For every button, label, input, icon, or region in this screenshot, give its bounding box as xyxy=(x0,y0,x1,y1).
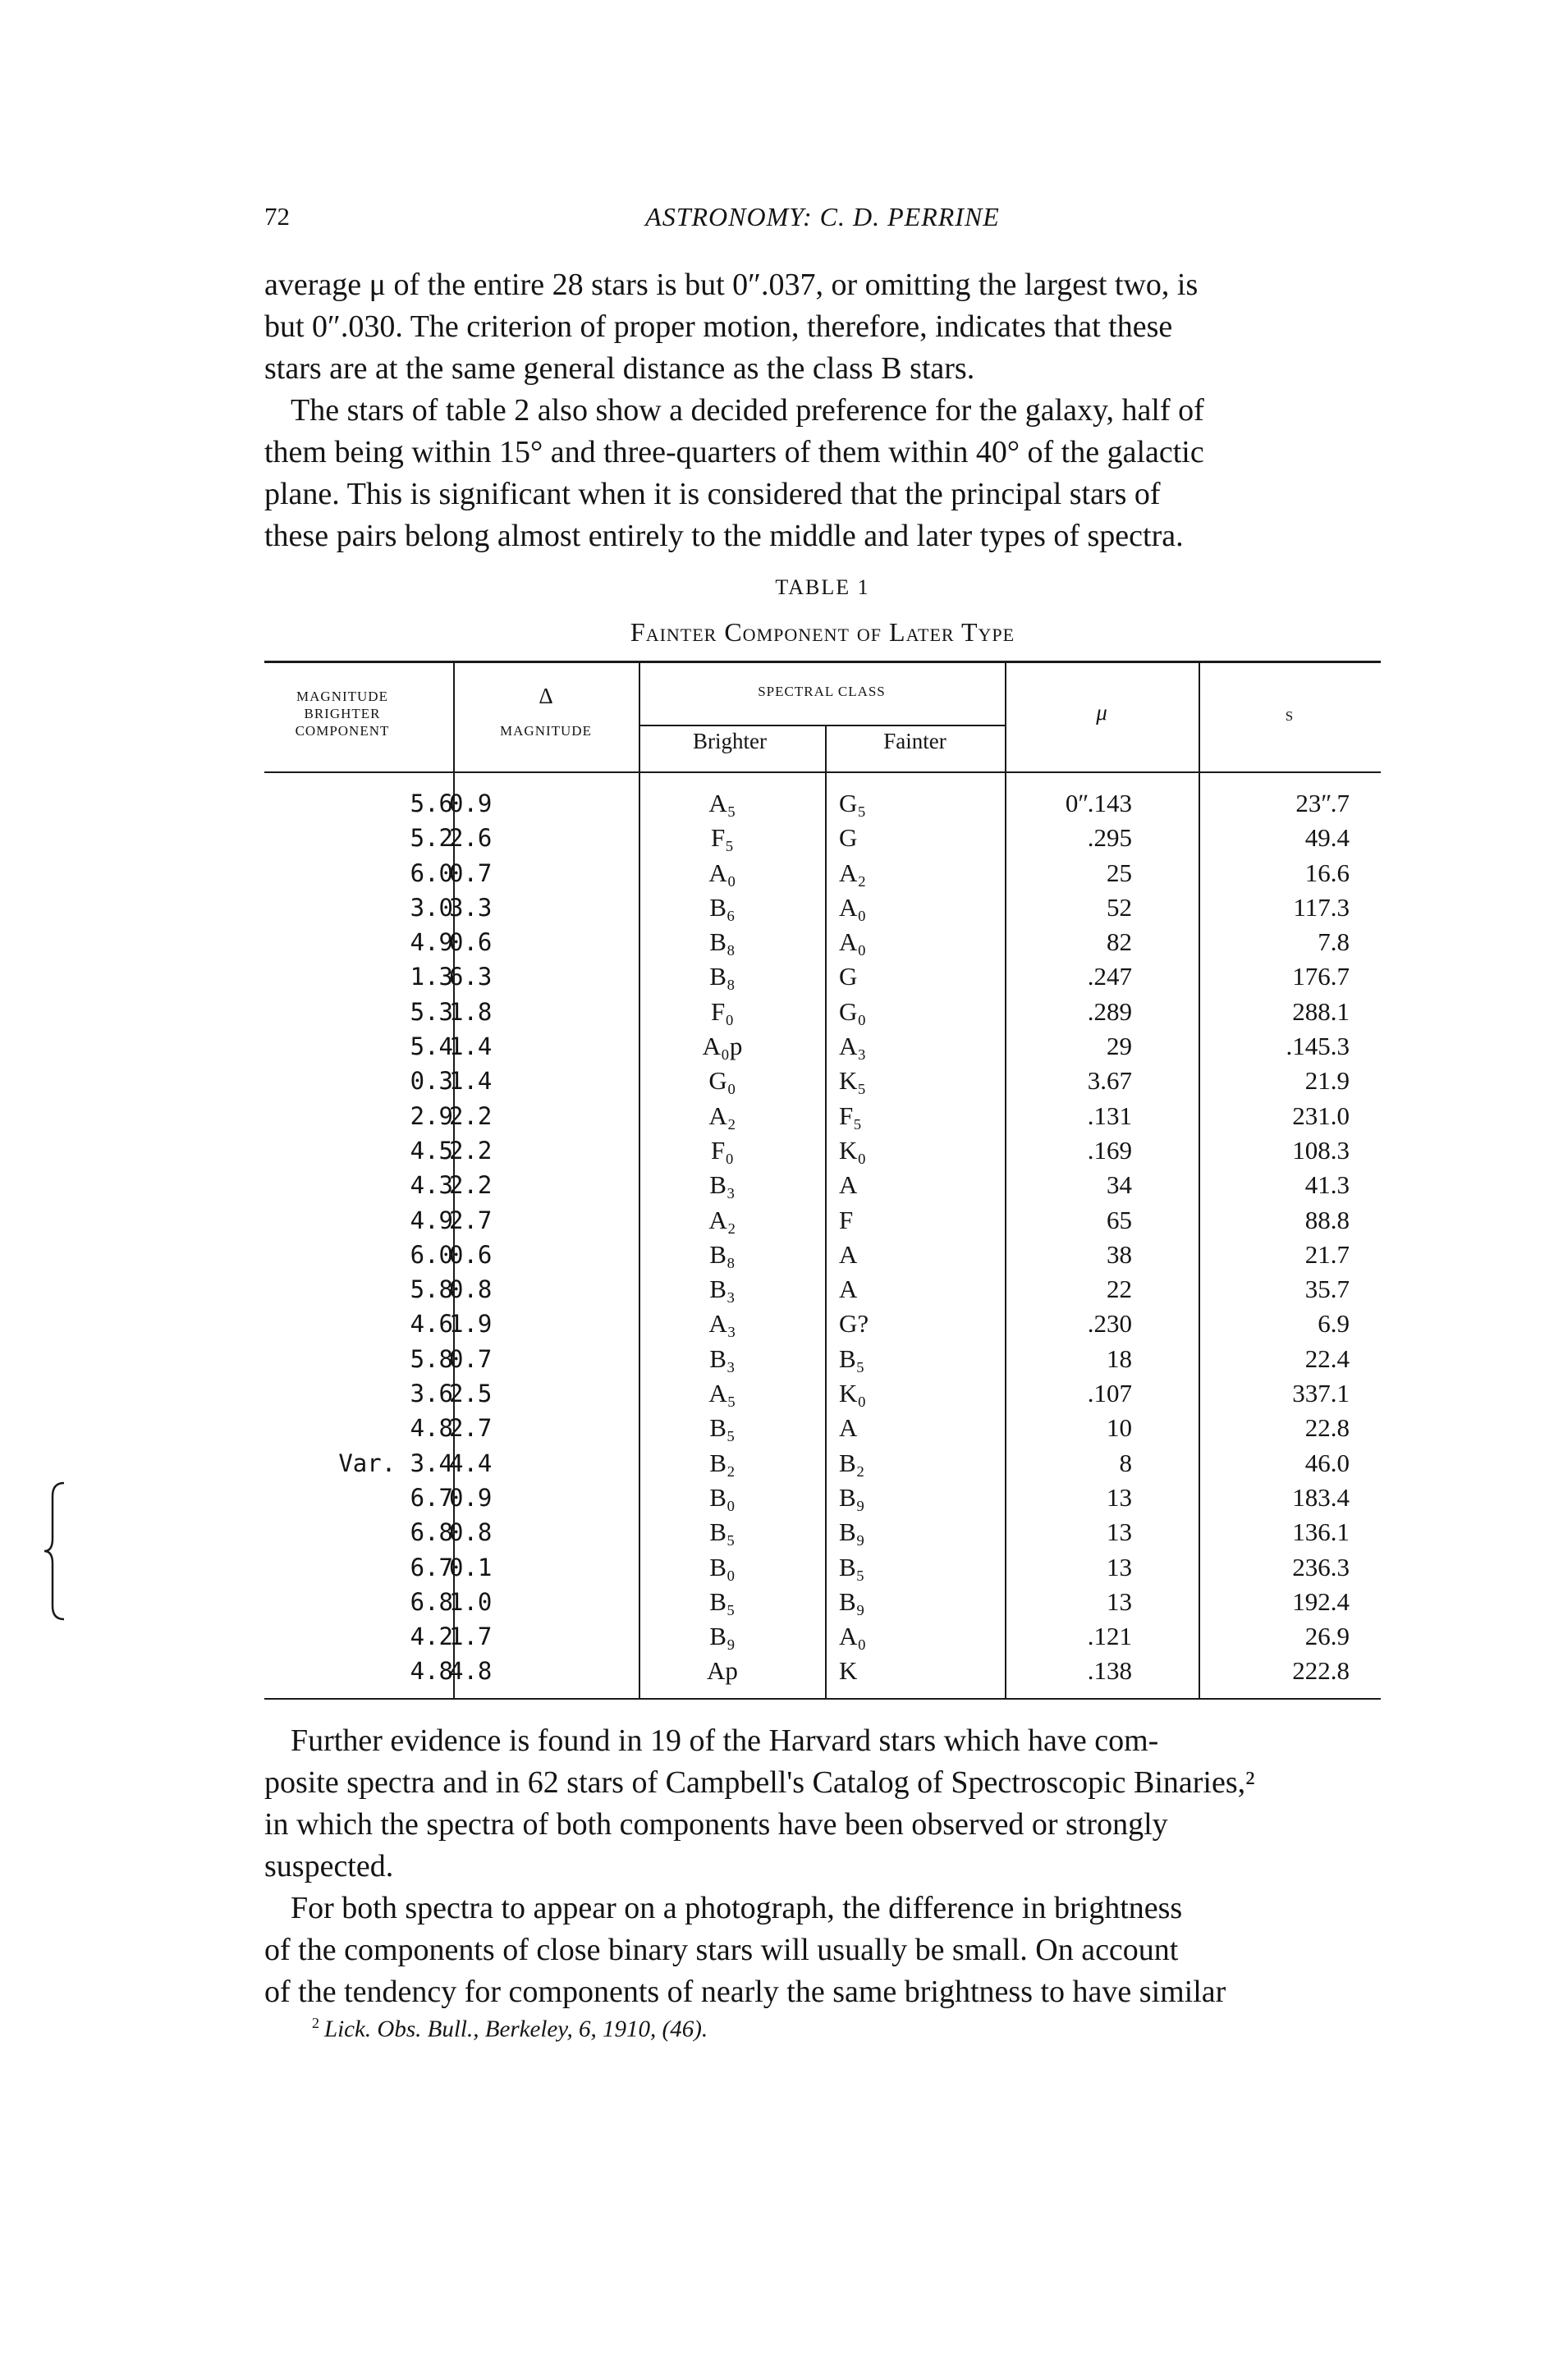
cell-magnitude: 6.0 xyxy=(410,1240,453,1269)
grouping-brace-icon xyxy=(43,1481,67,1621)
table-row xyxy=(264,890,1381,925)
header-brighter: Brighter xyxy=(693,729,767,753)
table-row xyxy=(264,1585,1381,1619)
cell-delta-magnitude: 0.7 xyxy=(449,858,493,887)
cell-s: 16.6 xyxy=(1304,858,1350,887)
cell-mu: 8 xyxy=(1119,1448,1132,1477)
cell-fainter: B₉ xyxy=(839,1586,865,1616)
header-s: S xyxy=(1285,708,1295,724)
cell-s: 176.7 xyxy=(1292,962,1350,991)
cell-magnitude: 5.3 xyxy=(410,997,453,1026)
cell-fainter: B₉ xyxy=(839,1517,865,1547)
cell-brighter: B₈ xyxy=(709,962,736,991)
cell-mu: .131 xyxy=(1087,1101,1132,1130)
cell-brighter: A₅ xyxy=(708,1379,736,1408)
cell-magnitude: 4.2 xyxy=(410,1623,453,1651)
cell-fainter: A xyxy=(839,1275,858,1304)
cell-fainter: A xyxy=(839,1413,858,1443)
table-row xyxy=(264,1203,1381,1238)
table-body xyxy=(264,786,1381,1689)
table-row xyxy=(264,995,1381,1029)
cell-s: 108.3 xyxy=(1292,1135,1350,1165)
cell-magnitude: 5.8 xyxy=(410,1344,453,1373)
table-title: Fainter Component of Later Type xyxy=(630,617,1015,647)
cell-mu: .289 xyxy=(1087,996,1132,1026)
cell-mu: .107 xyxy=(1087,1379,1132,1408)
cell-s: 26.9 xyxy=(1304,1622,1350,1651)
cell-delta-magnitude: 6.3 xyxy=(449,963,493,991)
cell-fainter: K₀ xyxy=(839,1135,867,1165)
cell-fainter: B₅ xyxy=(839,1552,865,1581)
cell-delta-magnitude: 2.7 xyxy=(449,1414,493,1443)
cell-mu: .138 xyxy=(1087,1656,1132,1686)
table-row xyxy=(264,786,1381,821)
cell-delta-magnitude: 0.9 xyxy=(449,1483,493,1512)
cell-brighter: B₅ xyxy=(709,1413,736,1443)
cell-s: 192.4 xyxy=(1292,1586,1350,1616)
cell-brighter: B₃ xyxy=(709,1170,736,1200)
table-row xyxy=(264,1168,1381,1202)
cell-delta-magnitude: 0.8 xyxy=(449,1275,493,1304)
cell-magnitude: 5.6 xyxy=(410,790,453,817)
table-row xyxy=(264,856,1381,890)
paragraph-line: For both spectra to appear on a photograph, the difference in brightness xyxy=(291,1891,1183,1925)
cell-s: 49.4 xyxy=(1304,823,1350,853)
paragraph-line: The stars of table 2 also show a decided preference for the galaxy, half of xyxy=(291,393,1204,428)
cell-mu: .121 xyxy=(1087,1622,1132,1651)
cell-magnitude: Var. 3.4 xyxy=(338,1449,453,1477)
header-text: MAGNITUDE xyxy=(296,689,388,704)
cell-delta-magnitude: 4.4 xyxy=(449,1449,493,1477)
cell-magnitude: 6.7 xyxy=(410,1553,453,1581)
table-row xyxy=(264,959,1381,994)
table-row xyxy=(264,1550,1381,1585)
cell-delta-magnitude: 1.9 xyxy=(449,1310,493,1339)
cell-fainter: G₀ xyxy=(839,996,867,1026)
table-row xyxy=(264,1515,1381,1549)
cell-magnitude: 3.0 xyxy=(410,893,453,922)
cell-fainter: K xyxy=(839,1656,858,1686)
paragraph-line: in which the spectra of both components have been observed or strongly xyxy=(264,1807,1168,1842)
cell-mu: 13 xyxy=(1107,1482,1132,1512)
cell-brighter: A₀ xyxy=(708,858,736,887)
cell-magnitude: 4.6 xyxy=(410,1310,453,1339)
header-mu: μ xyxy=(1096,700,1107,725)
cell-fainter: A₀ xyxy=(839,927,867,957)
table-row xyxy=(264,1411,1381,1445)
cell-fainter: A₀ xyxy=(839,1622,867,1651)
header-text: COMPONENT xyxy=(295,723,390,739)
cell-brighter: B₀ xyxy=(709,1552,736,1581)
cell-delta-magnitude: 1.8 xyxy=(449,997,493,1026)
cell-fainter: G₅ xyxy=(839,789,867,817)
cell-mu: 18 xyxy=(1107,1343,1132,1373)
cell-brighter: B₃ xyxy=(709,1275,736,1304)
header-text: BRIGHTER xyxy=(304,706,381,721)
cell-brighter: B₂ xyxy=(709,1448,736,1477)
cell-fainter: A xyxy=(839,1170,858,1200)
cell-fainter: G? xyxy=(839,1309,869,1339)
cell-fainter: B₉ xyxy=(839,1482,865,1512)
table-row xyxy=(264,821,1381,855)
cell-delta-magnitude: 0.8 xyxy=(449,1518,493,1547)
table-top-rule xyxy=(264,661,1381,663)
cell-delta-magnitude: 3.3 xyxy=(449,893,493,922)
table-header-rule xyxy=(264,771,1381,773)
cell-magnitude: 4.8 xyxy=(410,1414,453,1443)
table-row xyxy=(264,925,1381,959)
cell-fainter: F xyxy=(839,1205,854,1234)
cell-brighter: B₆ xyxy=(709,892,736,922)
cell-mu: .295 xyxy=(1087,823,1132,853)
cell-magnitude: 1.3 xyxy=(410,963,453,991)
cell-magnitude: 4.9 xyxy=(410,928,453,957)
cell-s: 22.4 xyxy=(1304,1343,1350,1373)
cell-magnitude: 6.0 xyxy=(410,858,453,887)
cell-delta-magnitude: 2.2 xyxy=(449,1101,493,1130)
page-header xyxy=(264,202,1381,243)
page-number: 72 xyxy=(264,202,290,231)
paragraph-3 xyxy=(264,1720,1381,1888)
cell-fainter: A₀ xyxy=(839,892,867,922)
cell-s: 117.3 xyxy=(1293,892,1350,922)
paragraph-line: of the tendency for components of nearly the same brightness to have similar xyxy=(264,1975,1226,2009)
cell-s: 46.0 xyxy=(1304,1448,1350,1477)
cell-delta-magnitude: 2.6 xyxy=(449,824,493,853)
cell-delta-magnitude: 0.9 xyxy=(449,790,493,817)
cell-brighter: B₀ xyxy=(709,1482,736,1512)
header-magnitude-brighter xyxy=(264,688,420,739)
cell-brighter: B₈ xyxy=(709,927,736,957)
table-row xyxy=(264,1272,1381,1307)
paragraph-line: stars are at the same general distance as the class B stars. xyxy=(264,351,975,386)
cell-brighter: Ap xyxy=(707,1656,738,1686)
cell-mu: 13 xyxy=(1107,1586,1132,1616)
cell-delta-magnitude: 2.2 xyxy=(449,1136,493,1165)
footnote-text: Lick. Obs. Bull., Berkeley, 6, 1910, (46). xyxy=(324,2016,708,2043)
cell-mu: 3.67 xyxy=(1087,1066,1132,1096)
paragraph-line: of the components of close binary stars will usually be small. On account xyxy=(264,1933,1179,1967)
cell-brighter: A₅ xyxy=(708,789,736,817)
paragraph-line: these pairs belong almost entirely to the middle and later types of spectra. xyxy=(264,519,1184,553)
cell-delta-magnitude: 1.4 xyxy=(449,1032,493,1061)
table-row xyxy=(264,1238,1381,1272)
cell-fainter: A xyxy=(839,1239,858,1269)
cell-s: 21.7 xyxy=(1304,1239,1350,1269)
paragraph-line: Further evidence is found in 19 of the Harvard stars which have com- xyxy=(291,1723,1159,1758)
cell-mu: .230 xyxy=(1087,1309,1132,1339)
cell-fainter: A₂ xyxy=(839,858,867,887)
paragraph-4 xyxy=(264,1888,1381,2013)
cell-s: 22.8 xyxy=(1304,1413,1350,1443)
cell-mu: 13 xyxy=(1107,1517,1132,1547)
cell-fainter: G xyxy=(839,823,858,853)
cell-mu: 13 xyxy=(1107,1552,1132,1581)
cell-s: 6.9 xyxy=(1318,1309,1350,1339)
cell-mu: 34 xyxy=(1107,1170,1132,1200)
cell-magnitude: 0.3 xyxy=(410,1067,453,1096)
cell-magnitude: 6.8 xyxy=(410,1587,453,1616)
cell-brighter: A₀p xyxy=(702,1032,743,1061)
paragraph-1 xyxy=(264,264,1381,390)
cell-fainter: K₀ xyxy=(839,1379,867,1408)
cell-magnitude: 6.7 xyxy=(410,1483,453,1512)
cell-mu: 25 xyxy=(1107,858,1132,887)
cell-fainter: B₂ xyxy=(839,1448,865,1477)
cell-s: 21.9 xyxy=(1304,1066,1350,1096)
footnote-mark: 2 xyxy=(312,2015,319,2031)
cell-delta-magnitude: 0.1 xyxy=(449,1553,493,1581)
cell-brighter: F₅ xyxy=(710,823,735,853)
cell-magnitude: 5.2 xyxy=(410,824,453,853)
cell-s: 288.1 xyxy=(1292,996,1350,1026)
cell-mu: 52 xyxy=(1107,892,1132,922)
paragraph-line: average μ of the entire 28 stars is but 0″.037, or omitting the largest two, is xyxy=(264,268,1199,302)
cell-s: 41.3 xyxy=(1304,1170,1350,1200)
table-row xyxy=(264,1446,1381,1481)
table-row xyxy=(264,1307,1381,1341)
cell-brighter: A₂ xyxy=(708,1205,736,1234)
header-fainter: Fainter xyxy=(883,729,947,753)
cell-delta-magnitude: 1.7 xyxy=(449,1623,493,1651)
cell-magnitude: 4.5 xyxy=(410,1136,453,1165)
table-row xyxy=(264,1029,1381,1064)
cell-fainter: B₅ xyxy=(839,1343,865,1373)
cell-delta-magnitude: 2.7 xyxy=(449,1206,493,1234)
table-row xyxy=(264,1481,1381,1515)
cell-s: 231.0 xyxy=(1292,1101,1350,1130)
spectral-class-underline xyxy=(639,725,1005,726)
cell-brighter: A₃ xyxy=(708,1309,736,1339)
cell-delta-magnitude: 2.2 xyxy=(449,1171,493,1200)
table-row xyxy=(264,1654,1381,1688)
cell-mu: 0ʺ.143 xyxy=(1065,789,1132,817)
table-row xyxy=(264,1342,1381,1376)
cell-magnitude: 3.6 xyxy=(410,1380,453,1408)
cell-magnitude: 5.8 xyxy=(410,1275,453,1304)
cell-mu: 38 xyxy=(1107,1239,1132,1269)
cell-brighter: A₂ xyxy=(708,1101,736,1130)
cell-magnitude: 5.4 xyxy=(410,1032,453,1061)
cell-s: 236.3 xyxy=(1292,1552,1350,1581)
cell-brighter: B₈ xyxy=(709,1239,736,1269)
cell-s: .145.3 xyxy=(1286,1032,1350,1061)
cell-s: 7.8 xyxy=(1318,927,1350,957)
paragraph-line: plane. This is significant when it is considered that the principal stars of xyxy=(264,477,1161,511)
table-number: TABLE 1 xyxy=(775,575,870,599)
cell-brighter: B₅ xyxy=(709,1586,736,1616)
cell-magnitude: 4.8 xyxy=(410,1657,453,1686)
running-head: ASTRONOMY: C. D. PERRINE xyxy=(645,202,1000,231)
table-row xyxy=(264,1133,1381,1168)
table-row xyxy=(264,1064,1381,1098)
table-bottom-rule xyxy=(264,1698,1381,1700)
cell-magnitude: 4.9 xyxy=(410,1206,453,1234)
header-delta-symbol: Δ xyxy=(539,684,553,708)
cell-brighter: G₀ xyxy=(708,1066,736,1096)
paragraph-line: posite spectra and in 62 stars of Campbell's Catalog of Spectroscopic Binaries,² xyxy=(264,1765,1255,1800)
cell-delta-magnitude: 4.8 xyxy=(449,1657,493,1686)
cell-magnitude: 4.3 xyxy=(410,1171,453,1200)
cell-mu: 82 xyxy=(1107,927,1132,957)
cell-mu: 22 xyxy=(1107,1275,1132,1304)
cell-fainter: G xyxy=(839,962,858,991)
paragraph-line: but 0″.030. The criterion of proper motion, therefore, indicates that these xyxy=(264,309,1173,344)
cell-fainter: A₃ xyxy=(839,1032,867,1061)
header-spectral-class: SPECTRAL CLASS xyxy=(758,684,886,699)
cell-magnitude: 2.9 xyxy=(410,1101,453,1130)
cell-s: 35.7 xyxy=(1304,1275,1350,1304)
cell-delta-magnitude: 0.6 xyxy=(449,1240,493,1269)
cell-fainter: F₅ xyxy=(839,1101,863,1130)
cell-magnitude: 6.8 xyxy=(410,1518,453,1547)
table-row xyxy=(264,1099,1381,1133)
cell-s: 23ʺ.7 xyxy=(1295,789,1350,817)
table-row xyxy=(264,1376,1381,1411)
cell-delta-magnitude: 1.0 xyxy=(449,1587,493,1616)
cell-s: 222.8 xyxy=(1292,1656,1350,1686)
cell-s: 136.1 xyxy=(1292,1517,1350,1547)
paragraph-line: suspected. xyxy=(264,1849,394,1883)
footnote xyxy=(312,2015,708,2044)
paragraph-2 xyxy=(264,390,1381,557)
cell-brighter: B₃ xyxy=(709,1343,736,1373)
cell-s: 337.1 xyxy=(1292,1379,1350,1408)
cell-delta-magnitude: 1.4 xyxy=(449,1067,493,1096)
paragraph-line: them being within 15° and three-quarters of them within 40° of the galactic xyxy=(264,435,1204,469)
cell-mu: 29 xyxy=(1107,1032,1132,1061)
cell-delta-magnitude: 0.6 xyxy=(449,928,493,957)
header-delta-magnitude: MAGNITUDE xyxy=(500,723,592,739)
cell-fainter: K₅ xyxy=(839,1066,867,1096)
cell-brighter: F₀ xyxy=(710,996,735,1026)
cell-delta-magnitude: 0.7 xyxy=(449,1344,493,1373)
cell-mu: 65 xyxy=(1107,1205,1132,1234)
cell-brighter: F₀ xyxy=(710,1135,735,1165)
table-row xyxy=(264,1619,1381,1654)
cell-s: 88.8 xyxy=(1304,1205,1350,1234)
cell-delta-magnitude: 2.5 xyxy=(449,1380,493,1408)
cell-brighter: B₅ xyxy=(709,1517,736,1547)
cell-mu: .247 xyxy=(1087,962,1132,991)
cell-mu: .169 xyxy=(1087,1135,1132,1165)
cell-mu: 10 xyxy=(1107,1413,1132,1443)
cell-brighter: B₉ xyxy=(709,1622,736,1651)
cell-s: 183.4 xyxy=(1292,1482,1350,1512)
